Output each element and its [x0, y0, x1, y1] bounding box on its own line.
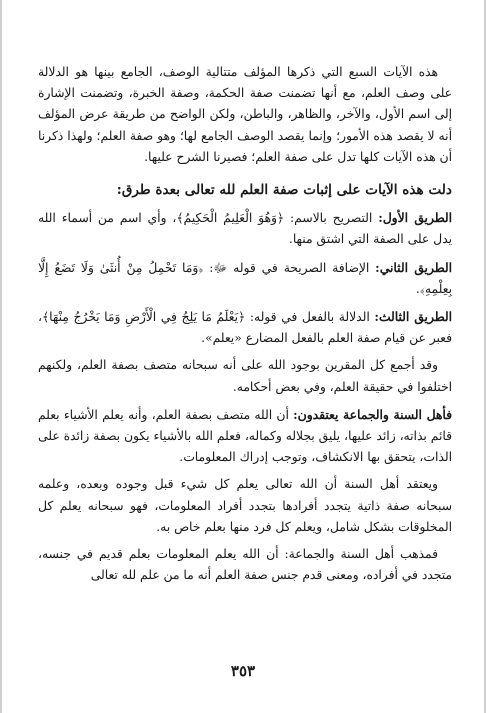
sunna-paragraph [38, 404, 452, 469]
way-two-text: الإضافة الصريحة في قوله ﷻ: ﴿وَمَا تَحْمِلُ مِنْ أُنثَىٰ وَلَا تَضَعُ إِلَّا بِعِلْمِهِ﴾. [38, 260, 452, 296]
way-one-paragraph [38, 207, 452, 250]
page-body [38, 62, 452, 586]
sunna-lead: فأهل السنة والجماعة يعتقدون: [293, 406, 452, 422]
way-one-lead: الطريق الأول: [378, 210, 452, 226]
sunna-text: أن الله متصف بصفة العلم، وأنه يعلم الأشياء بعلم قائم بذاته، زائد عليها، يليق بجلاله وكماله، فعلم الله بالأشياء يكون بصفة زائدة على الذات، يتحقق بها الانكشاف، وتوجب إدراك المعلومات. [38, 407, 452, 465]
way-three-text: الدلالة بالفعل في قوله: ﴿يَعْلَمُ مَا يَلِجُ فِي الْأَرْضِ وَمَا يَخْرُجُ مِنْهَا﴾، فعبر عن قيام صفة العلم بالفعل المضارع «يعلم». [38, 310, 452, 346]
belief-paragraph: ويعتقد أهل السنة أن الله تعالى يعلم كل شيء قبل وجوده وبعده، وعلمه سبحانه صفة ذاتية يتجدد أفرادها بتجدد أفراد المعلومات، فهو سبحانه يعلم كل المخلوقات بشكل شامل، ويعلم كل فرد منها بعلم خاص به. [38, 477, 452, 534]
madhhab-lead: فمذهب أهل السنة والجماعة: [284, 547, 438, 562]
section-heading: دلت هذه الآيات على إثبات صفة العلم لله تعالى بعدة طرق: [116, 182, 452, 199]
consensus-paragraph: وقد أجمع كل المقرين بوجود الله على أنه سبحانه متصف بصفة العلم، ولكنهم اختلفوا في حقيقة العلم، وفي بعض أحكامه. [38, 358, 452, 394]
way-two-lead: الطريق الثاني: [375, 259, 452, 275]
way-three-lead: الطريق الثالث: [374, 309, 452, 325]
madhhab-paragraph [38, 544, 452, 586]
way-three-paragraph [38, 306, 452, 349]
way-one-text: التصريح بالاسم: ﴿وَهُوَ الْعَلِيمُ الْحَكِيمُ﴾، وأي اسم من أسماء الله يدل على الصفة التي اشتق منها. [38, 211, 452, 247]
page-number: ٣٥٣ [230, 662, 256, 680]
intro-paragraph: هذه الآيات السبع التي ذكرها المؤلف متتالية الوصف، الجامع بينها هو الدلالة على وصف العلم، مع أنها تضمنت صفة الحكمة، وصفة الخبرة، وتضمنت الإشارة إلى اسم الأول، والآخر، والظاهر، والباطن، ولكن الواضح من طريقة عرض المؤلف أنه لا يقصد هذه الأمور؛ وإنما يقصد الوصف الجامع لها؛ وهو صفة العلم؛ ولهذا ذكرنا أن هذه الآيات كلها تدل على صفة العلم؛ فصيرنا الشرح عليها. [38, 65, 452, 164]
madhhab-text: أن الله يعلم المعلومات بعلم قديم في جنسه، متجدد في أفراده، ومعنى قدم جنس صفة العلم أنه ما من علم لله تعالى [38, 547, 452, 583]
way-two-paragraph [38, 257, 452, 300]
